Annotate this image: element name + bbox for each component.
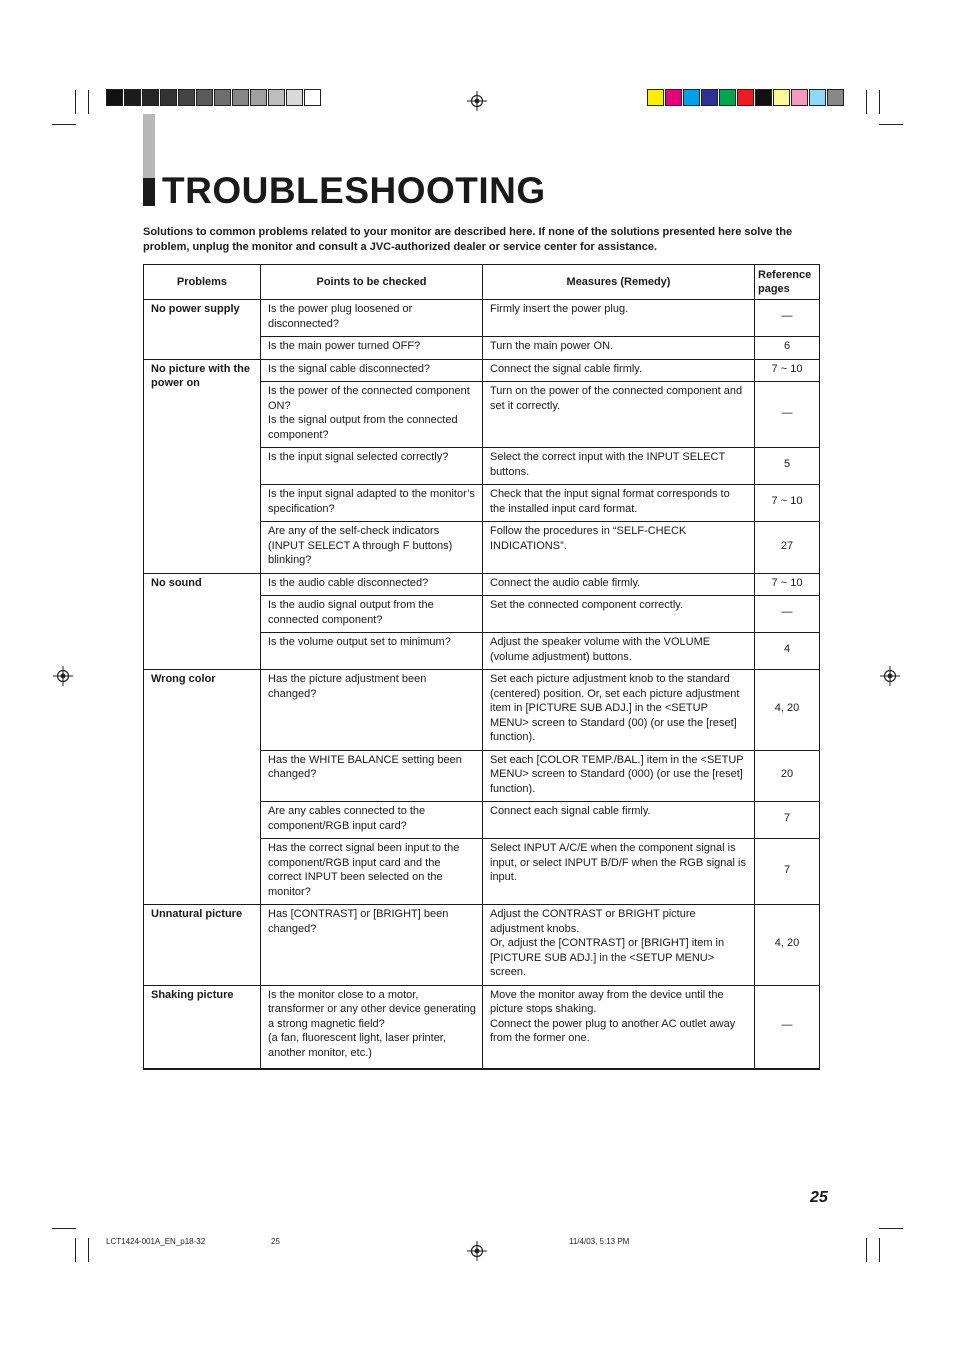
measure-cell: Check that the input signal format corresponds to the installed input card format. bbox=[483, 485, 755, 522]
measure-cell: Turn on the power of the connected component and set it correctly. bbox=[483, 382, 755, 448]
header-measures: Measures (Remedy) bbox=[483, 265, 755, 300]
color-swatch bbox=[773, 89, 790, 106]
registration-mark-icon bbox=[467, 91, 487, 111]
color-swatch bbox=[214, 89, 231, 106]
reference-cell: 7 ~ 10 bbox=[755, 573, 820, 596]
measure-cell: Set each [COLOR TEMP./BAL.] item in the <SETUP MENU> screen to Standard (000) (or use the [reset] function). bbox=[483, 750, 755, 802]
point-cell: Are any of the self-check indicators (INPUT SELECT A through F buttons) blinking? bbox=[261, 522, 483, 574]
header-points: Points to be checked bbox=[261, 265, 483, 300]
reference-cell: 7 bbox=[755, 839, 820, 905]
color-swatch bbox=[827, 89, 844, 106]
table-row bbox=[144, 670, 820, 751]
point-cell: Has [CONTRAST] or [BRIGHT] been changed? bbox=[261, 905, 483, 986]
intro-paragraph: Solutions to common problems related to your monitor are described here. If none of the solutions presented here solve the problem, unplug the monitor and consult a JVC-authorized dealer or service center for assistance. bbox=[143, 226, 793, 253]
reference-cell: 4, 20 bbox=[755, 670, 820, 751]
table-row bbox=[144, 905, 820, 986]
problem-cell: No power supply bbox=[144, 300, 261, 360]
color-swatch bbox=[791, 89, 808, 106]
point-cell: Is the signal cable disconnected? bbox=[261, 359, 483, 382]
measure-cell: Connect the signal cable firmly. bbox=[483, 359, 755, 382]
point-cell: Is the audio signal output from the connected component? bbox=[261, 596, 483, 633]
header-problems: Problems bbox=[144, 265, 261, 300]
point-cell: Is the input signal adapted to the monitor’s specification? bbox=[261, 485, 483, 522]
table-header-row bbox=[144, 265, 820, 300]
table-body bbox=[144, 300, 820, 1070]
crop-mark bbox=[88, 90, 89, 114]
problem-cell: Wrong color bbox=[144, 670, 261, 905]
reference-cell: — bbox=[755, 985, 820, 1069]
measure-cell: Connect the audio cable firmly. bbox=[483, 573, 755, 596]
page-number: 25 bbox=[810, 1189, 828, 1206]
reference-cell: 27 bbox=[755, 522, 820, 574]
footer-page: 25 bbox=[271, 1237, 280, 1246]
color-swatch bbox=[196, 89, 213, 106]
footer-file: LCT1424-001A_EN_p18-32 bbox=[106, 1237, 206, 1246]
point-cell: Are any cables connected to the component/RGB input card? bbox=[261, 802, 483, 839]
color-swatch bbox=[232, 89, 249, 106]
registration-mark-icon bbox=[880, 666, 900, 686]
measure-cell: Connect each signal cable firmly. bbox=[483, 802, 755, 839]
reference-cell: 7 ~ 10 bbox=[755, 359, 820, 382]
problem-cell: Shaking picture bbox=[144, 985, 261, 1069]
table-row bbox=[144, 985, 820, 1069]
crop-mark bbox=[75, 90, 76, 114]
title-tab bbox=[143, 178, 155, 206]
point-cell: Is the power plug loosened or disconnected? bbox=[261, 300, 483, 337]
color-swatch bbox=[304, 89, 321, 106]
point-cell: Is the power of the connected component ON? Is the signal output from the connected component? bbox=[261, 382, 483, 448]
reference-cell: 5 bbox=[755, 448, 820, 485]
color-swatch bbox=[124, 89, 141, 106]
process-color-bar bbox=[647, 89, 845, 106]
reference-cell: 6 bbox=[755, 337, 820, 360]
registration-mark-icon bbox=[53, 666, 73, 686]
page-title: TROUBLESHOOTING bbox=[162, 170, 546, 211]
crop-mark bbox=[879, 90, 880, 114]
measure-cell: Adjust the CONTRAST or BRIGHT picture adjustment knobs. Or, adjust the [CONTRAST] or [BRIGHT] item in [PICTURE SUB ADJ.] in the <SETUP MENU> screen. bbox=[483, 905, 755, 986]
reference-cell: 7 bbox=[755, 802, 820, 839]
color-swatch bbox=[268, 89, 285, 106]
point-cell: Is the input signal selected correctly? bbox=[261, 448, 483, 485]
color-swatch bbox=[737, 89, 754, 106]
point-cell: Has the correct signal been input to the component/RGB input card and the correct INPUT been selected on the monitor? bbox=[261, 839, 483, 905]
point-cell: Has the picture adjustment been changed? bbox=[261, 670, 483, 751]
reference-cell: 7 ~ 10 bbox=[755, 485, 820, 522]
crop-mark bbox=[866, 90, 867, 114]
measure-cell: Select the correct input with the INPUT SELECT buttons. bbox=[483, 448, 755, 485]
color-swatch bbox=[647, 89, 664, 106]
crop-mark bbox=[52, 124, 76, 125]
table-row bbox=[144, 573, 820, 596]
color-swatch bbox=[250, 89, 267, 106]
crop-mark bbox=[75, 1238, 76, 1262]
color-swatch bbox=[178, 89, 195, 106]
problem-cell: No picture with the power on bbox=[144, 359, 261, 573]
measure-cell: Move the monitor away from the device until the picture stops shaking. Connect the power plug to another AC outlet away from the former one. bbox=[483, 985, 755, 1069]
measure-cell: Turn the main power ON. bbox=[483, 337, 755, 360]
measure-cell: Follow the procedures in “SELF-CHECK INDICATIONS”. bbox=[483, 522, 755, 574]
table-row bbox=[144, 300, 820, 337]
point-cell: Has the WHITE BALANCE setting been changed? bbox=[261, 750, 483, 802]
crop-mark bbox=[52, 1228, 76, 1229]
color-swatch bbox=[286, 89, 303, 106]
reference-cell: — bbox=[755, 596, 820, 633]
color-swatch bbox=[683, 89, 700, 106]
point-cell: Is the volume output set to minimum? bbox=[261, 633, 483, 670]
point-cell: Is the monitor close to a motor, transformer or any other device generating a strong magnetic field? (a fan, fluorescent light, laser printer, another monitor, etc.) bbox=[261, 985, 483, 1069]
table-row bbox=[144, 359, 820, 382]
measure-cell: Firmly insert the power plug. bbox=[483, 300, 755, 337]
reference-cell: 4, 20 bbox=[755, 905, 820, 986]
footer-date: 11/4/03, 5:13 PM bbox=[569, 1237, 630, 1246]
color-swatch bbox=[106, 89, 123, 106]
crop-mark bbox=[88, 1238, 89, 1262]
crop-mark bbox=[866, 1238, 867, 1262]
crop-mark bbox=[879, 1238, 880, 1262]
color-swatch bbox=[665, 89, 682, 106]
measure-cell: Adjust the speaker volume with the VOLUME (volume adjustment) buttons. bbox=[483, 633, 755, 670]
crop-mark bbox=[879, 1228, 903, 1229]
reference-cell: 4 bbox=[755, 633, 820, 670]
color-swatch bbox=[719, 89, 736, 106]
grayscale-color-bar bbox=[106, 89, 322, 106]
color-swatch bbox=[142, 89, 159, 106]
reference-cell: — bbox=[755, 300, 820, 337]
problem-cell: No sound bbox=[144, 573, 261, 670]
crop-mark bbox=[879, 124, 903, 125]
measure-cell: Set the connected component correctly. bbox=[483, 596, 755, 633]
header-reference: Reference pages bbox=[755, 265, 820, 300]
point-cell: Is the main power turned OFF? bbox=[261, 337, 483, 360]
color-swatch bbox=[809, 89, 826, 106]
reference-cell: 20 bbox=[755, 750, 820, 802]
measure-cell: Select INPUT A/C/E when the component signal is input, or select INPUT B/D/F when the RGB signal is input. bbox=[483, 839, 755, 905]
point-cell: Is the audio cable disconnected? bbox=[261, 573, 483, 596]
measure-cell: Set each picture adjustment knob to the standard (centered) position. Or, set each picture adjustment item in [PICTURE SUB ADJ.] in the <SETUP MENU> screen to Standard (00) (or use the [reset] function). bbox=[483, 670, 755, 751]
registration-mark-icon bbox=[467, 1241, 487, 1261]
problem-cell: Unnatural picture bbox=[144, 905, 261, 986]
troubleshooting-table bbox=[143, 264, 820, 1070]
reference-cell: — bbox=[755, 382, 820, 448]
color-swatch bbox=[755, 89, 772, 106]
color-swatch bbox=[160, 89, 177, 106]
color-swatch bbox=[701, 89, 718, 106]
